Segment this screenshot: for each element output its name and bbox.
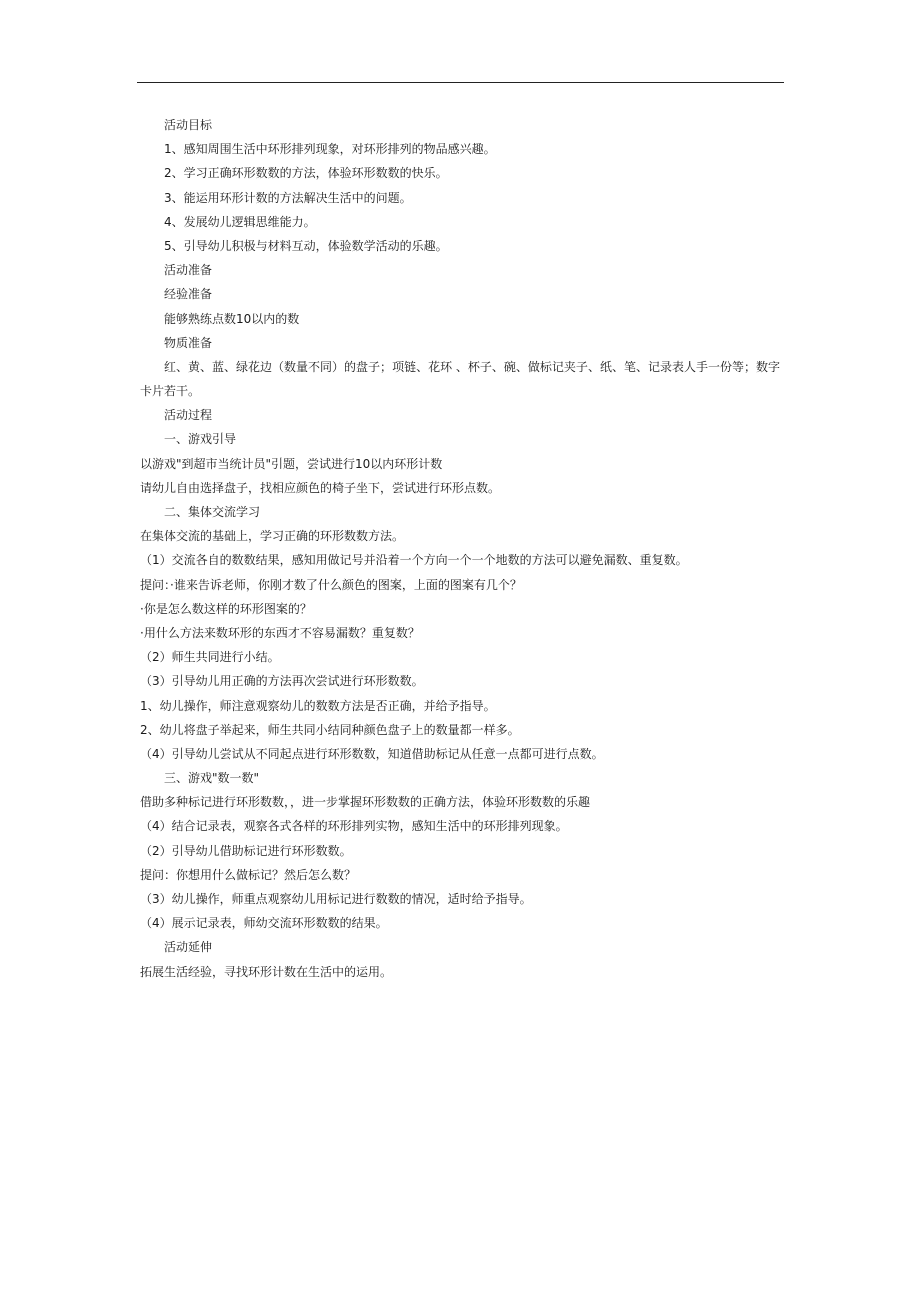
question-text: 提问：·谁来告诉老师，你刚才数了什么颜色的图案，上面的图案有几个？	[140, 577, 522, 592]
goal-item-4: 4、发展幼儿逻辑思维能力。	[164, 214, 316, 229]
process-text: （1）交流各自的数数结果，感知用做记号并沿着一个方向一个一个地数的方法可以避免漏数、重复数。	[140, 553, 688, 568]
process-text: 请幼儿自由选择盘子，找相应颜色的椅子坐下，尝试进行环形点数。	[140, 480, 501, 495]
process-text: 2、幼儿将盘子举起来，师生共同小结同种颜色盘子上的数量都一样多。	[140, 722, 520, 737]
section-heading-goals: 活动目标	[164, 118, 213, 132]
question-text: 提问：你想用什么做标记？然后怎么数？	[140, 867, 357, 882]
goal-item-1: 1、感知周围生活中环形排列现象，对环形排列的物品感兴趣。	[164, 142, 496, 157]
document-body	[140, 113, 780, 984]
process-step-3-heading: 三、游戏"数一数"	[164, 771, 260, 786]
header-divider	[137, 82, 784, 83]
materials-text: 红、黄、蓝、绿花边（数量不同）的盘子；项链、花环 、杯子、碗、做标记夹子、纸、笔、记录表人手一份等；数字卡片若干。	[140, 359, 780, 399]
process-text: （4）引导幼儿尝试从不同起点进行环形数数，知道借助标记从任意一点都可进行点数。	[140, 746, 604, 761]
process-text: （3）幼儿操作，师重点观察幼儿用标记进行数数的情况，适时给予指导。	[140, 892, 532, 907]
subheading-experience: 经验准备	[164, 287, 213, 302]
question-text: ·你是怎么数这样的环形图案的？	[140, 601, 312, 616]
experience-text: 能够熟练点数10以内的数	[164, 311, 300, 326]
question-text: ·用什么方法来数环形的东西才不容易漏数？重复数？	[140, 625, 420, 640]
goal-item-5: 5、引导幼儿积极与材料互动，体验数学活动的乐趣。	[164, 238, 448, 253]
process-text: （4）展示记录表，师幼交流环形数数的结果。	[140, 916, 388, 931]
process-text: 以游戏"到超市当统计员"引题，尝试进行10以内环形计数	[140, 456, 443, 471]
process-text: 借助多种标记进行环形数数，，进一步掌握环形数数的正确方法，体验环形数数的乐趣	[140, 795, 591, 810]
process-step-1-heading: 一、游戏引导	[164, 432, 237, 447]
goal-item-3: 3、能运用环形计数的方法解决生活中的问题。	[164, 190, 412, 205]
process-text: （2）引导幼儿借助标记进行环形数数。	[140, 843, 352, 858]
extension-text: 拓展生活经验，寻找环形计数在生活中的运用。	[140, 964, 393, 979]
subheading-materials: 物质准备	[164, 335, 213, 350]
process-text: （2）师生共同进行小结。	[140, 650, 280, 665]
process-step-2-heading: 二、集体交流学习	[164, 505, 261, 520]
section-heading-process: 活动过程	[164, 408, 213, 423]
process-text: （3）引导幼儿用正确的方法再次尝试进行环形数数。	[140, 674, 424, 689]
process-text: （4）结合记录表，观察各式各样的环形排列实物，感知生活中的环形排列现象。	[140, 819, 568, 834]
process-text: 在集体交流的基础上，学习正确的环形数数方法。	[140, 529, 405, 544]
section-heading-preparation: 活动准备	[164, 263, 213, 278]
process-text: 1、幼儿操作，师注意观察幼儿的数数方法是否正确，并给予指导。	[140, 698, 496, 713]
goal-item-2: 2、学习正确环形数数的方法，体验环形数数的快乐。	[164, 166, 448, 181]
section-heading-extension: 活动延伸	[164, 940, 213, 955]
